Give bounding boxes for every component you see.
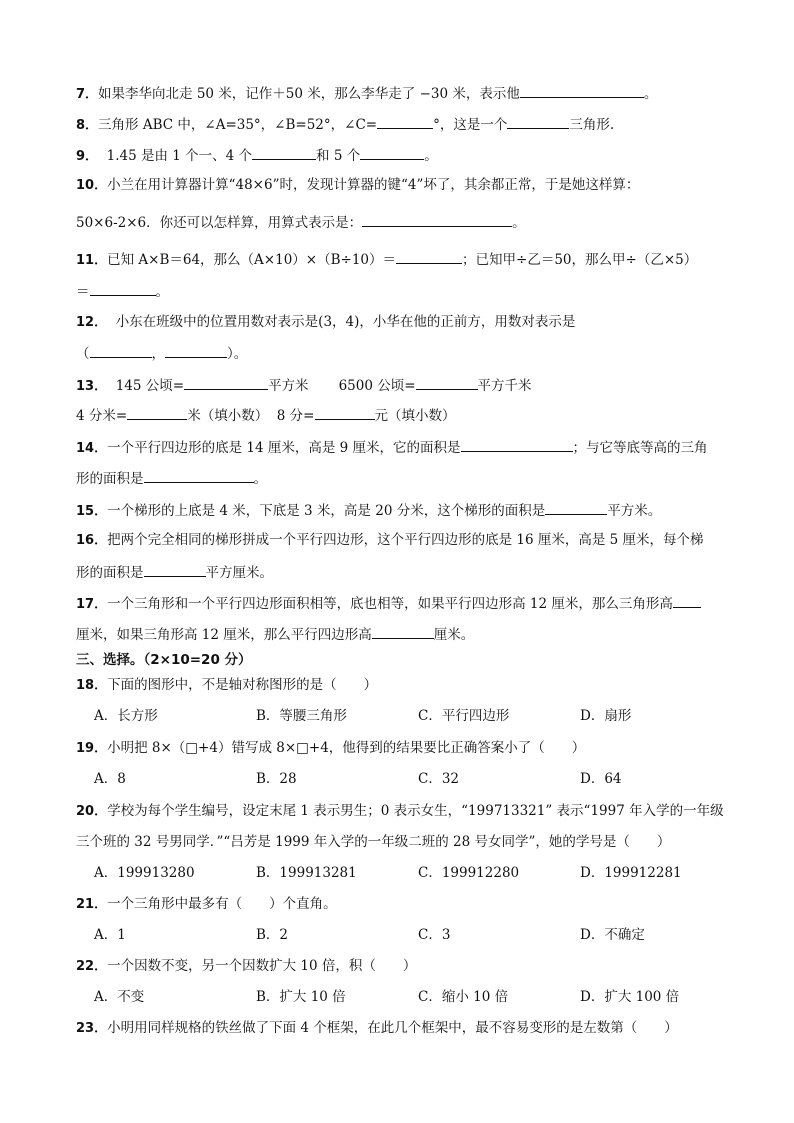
option-c[interactable]: C．199912280	[418, 865, 520, 881]
question-text: 厘米，如果三角形高 12 厘米，那么平行四边形高	[76, 627, 372, 643]
question-number: 14．	[76, 441, 108, 456]
option-d[interactable]: D．199912281	[580, 865, 682, 881]
question-17	[76, 593, 701, 614]
question-text: °，这是一个	[433, 117, 508, 133]
question-23	[76, 1019, 678, 1038]
question-text: 。	[512, 215, 526, 231]
question-text: 元（填小数）	[374, 408, 456, 424]
question-number: 12．	[76, 315, 108, 330]
question-number: 13．	[76, 379, 108, 394]
option-d[interactable]: D．64	[580, 771, 622, 787]
option-c[interactable]: C．3	[418, 927, 451, 943]
answer-blank[interactable]	[372, 624, 434, 639]
question-number: 15．	[76, 504, 108, 519]
answer-blank[interactable]	[184, 375, 268, 390]
answer-blank[interactable]	[360, 145, 424, 160]
option-b[interactable]: B．扩大 10 倍	[256, 989, 346, 1005]
question-text: ＝	[76, 284, 90, 300]
question-11-cont	[76, 281, 169, 301]
question-20	[76, 802, 724, 821]
question-number: 20．	[76, 804, 108, 819]
question-text: ；与它等底等高的三角	[572, 440, 708, 456]
answer-blank[interactable]	[396, 249, 462, 264]
answer-blank[interactable]	[545, 500, 607, 515]
option-a[interactable]: A．1	[94, 927, 126, 943]
answer-blank[interactable]	[90, 343, 152, 358]
question-text: 。	[253, 471, 267, 487]
question-text: 1.45 是由 1 个一、4 个	[106, 148, 253, 164]
question-text: 一个平行四边形的底是 14 厘米，高是 9 厘米，它的面积是	[107, 440, 461, 456]
question-12	[76, 313, 575, 332]
option-d[interactable]: D．不确定	[580, 927, 645, 943]
question-text: 4 分米=	[76, 408, 128, 424]
question-text: 小明把 8×（□+4）错写成 8×□+4，他得到的结果要比正确答案小了（ ）	[107, 740, 586, 756]
question-text: 米（填小数）	[187, 408, 269, 424]
question-text: 厘米。	[433, 627, 475, 643]
question-text: 平方千米	[477, 378, 532, 394]
question-text: 和 5 个	[316, 148, 361, 164]
answer-blank[interactable]	[507, 114, 569, 129]
question-text: 小明用同样规格的铁丝做了下面 4 个框架，在此几个框架中，最不容易变形的是左数第（ ）	[107, 1020, 678, 1036]
question-text: 145 公顷=	[115, 378, 185, 394]
question-13-cont	[76, 405, 456, 425]
option-b[interactable]: B．等腰三角形	[256, 708, 347, 724]
question-text: 一个因数不变，另一个因数扩大 10 倍，积（ ）	[107, 958, 417, 974]
option-b[interactable]: B．28	[256, 771, 297, 787]
question-number: 10．	[76, 178, 108, 193]
section-title: 三、选择。（2×10=20 分）	[76, 652, 252, 668]
option-b[interactable]: B．199913281	[256, 865, 357, 881]
question-number: 23．	[76, 1021, 108, 1036]
answer-blank[interactable]	[90, 281, 156, 296]
question-text: 三角形.	[569, 117, 615, 133]
question-13	[76, 375, 532, 396]
question-text: 一个三角形和一个平行四边形面积相等，底也相等，如果平行四边形高 12 厘米，那么三角形高	[107, 596, 673, 612]
question-10	[76, 176, 639, 195]
question-text: 学校为每个学生编号，设定末尾 1 表示男生；0 表示女生，“199713321” 表示“1997 年入学的一年级	[107, 803, 724, 819]
option-d[interactable]: D．扇形	[580, 708, 632, 724]
question-text: 形的面积是	[76, 471, 144, 487]
question-text: 平方米	[268, 378, 309, 394]
answer-blank[interactable]	[461, 437, 573, 452]
question-text: 已知 A×B＝64，那么（A×10）×（B÷10）＝	[107, 252, 397, 268]
question-11	[76, 249, 697, 270]
answer-blank[interactable]	[673, 593, 701, 608]
question-text: 。	[155, 284, 169, 300]
question-14	[76, 437, 708, 458]
question-text: 。	[424, 148, 438, 164]
answer-blank[interactable]	[520, 83, 644, 98]
option-d[interactable]: D．扩大 100 倍	[580, 989, 680, 1005]
option-c[interactable]: C．平行四边形	[418, 708, 510, 724]
question-number: 11．	[76, 253, 108, 268]
option-c[interactable]: C．缩小 10 倍	[418, 989, 509, 1005]
question-number: 8．	[76, 118, 99, 133]
answer-blank[interactable]	[377, 114, 433, 129]
question-20-cont: 三个班的 32 号男同学．”“吕芳是 1999 年入学的一年级二班的 28 号女同学”，她的学号是（ ）	[76, 834, 671, 850]
question-text: 50×6-2×6．你还可以怎样算，用算式表示是：	[76, 215, 363, 231]
answer-blank[interactable]	[252, 145, 316, 160]
option-b[interactable]: B．2	[256, 927, 289, 943]
option-a[interactable]: A．8	[94, 771, 126, 787]
question-number: 22．	[76, 959, 108, 974]
question-text: 6500 公顷=	[338, 378, 416, 394]
answer-blank[interactable]	[362, 212, 512, 227]
question-text: 下面的图形中，不是轴对称图形的是（ ）	[107, 677, 378, 693]
option-c[interactable]: C．32	[418, 771, 460, 787]
option-a[interactable]: A．长方形	[94, 708, 158, 724]
question-number: 21．	[76, 897, 108, 912]
question-10-cont	[76, 212, 526, 232]
answer-blank[interactable]	[144, 468, 254, 483]
question-number: 18．	[76, 678, 108, 693]
question-text: 平方米。	[607, 503, 662, 519]
question-text: 小兰在用计算器计算“48×6”时，发现计算器的键“4”坏了，其余都正常，于是她这样算：	[107, 177, 640, 193]
question-text: ；已知甲÷乙＝50，那么甲÷（乙×5）	[462, 252, 698, 268]
question-text: 把两个完全相同的梯形拼成一个平行四边形，这个平行四边形的底是 16 厘米，高是 5 厘米，每个梯	[107, 532, 704, 548]
question-number: 9．	[76, 149, 99, 164]
question-18	[76, 676, 377, 695]
question-text: 8 分=	[276, 408, 315, 424]
question-text: 如果李华向北走 50 米，记作＋50 米，那么李华走了 −30 米，表示他	[98, 86, 520, 102]
question-text: 形的面积是	[76, 565, 144, 581]
question-19	[76, 739, 585, 758]
question-text: 。	[643, 86, 658, 102]
question-text: 一个梯形的上底是 4 米，下底是 3 米，高是 20 分米，这个梯形的面积是	[107, 503, 546, 519]
question-number: 19．	[76, 741, 108, 756]
question-16	[76, 531, 704, 550]
question-17-cont	[76, 624, 474, 644]
question-8	[76, 114, 614, 135]
question-text: 三角形 ABC 中，∠A=35°，∠B=52°，∠C=	[98, 117, 378, 133]
question-22	[76, 957, 416, 976]
answer-blank[interactable]	[416, 375, 478, 390]
question-text: 一个三角形中最多有（ ）个直角。	[107, 896, 337, 912]
question-9	[76, 145, 438, 166]
answer-blank[interactable]	[127, 405, 187, 420]
question-text: 平方厘米。	[205, 565, 273, 581]
question-12-cont	[76, 343, 247, 363]
question-number: 7．	[76, 87, 99, 102]
question-text: （	[76, 346, 90, 362]
answer-blank[interactable]	[315, 405, 375, 420]
option-a[interactable]: A．199913280	[94, 865, 195, 881]
question-16-cont	[76, 562, 273, 582]
question-21	[76, 895, 337, 914]
question-text: ）。	[227, 346, 248, 362]
option-a[interactable]: A．不变	[94, 989, 145, 1005]
question-15	[76, 500, 661, 521]
question-text: ，	[151, 346, 165, 362]
question-number: 16．	[76, 533, 108, 548]
question-7	[76, 83, 657, 104]
question-14-cont	[76, 468, 267, 488]
question-text: 小东在班级中的位置用数对表示是(3，4)，小华在他的正前方，用数对表示是	[115, 314, 576, 330]
answer-blank[interactable]	[165, 343, 227, 358]
question-number: 17．	[76, 597, 108, 612]
answer-blank[interactable]	[144, 562, 206, 577]
